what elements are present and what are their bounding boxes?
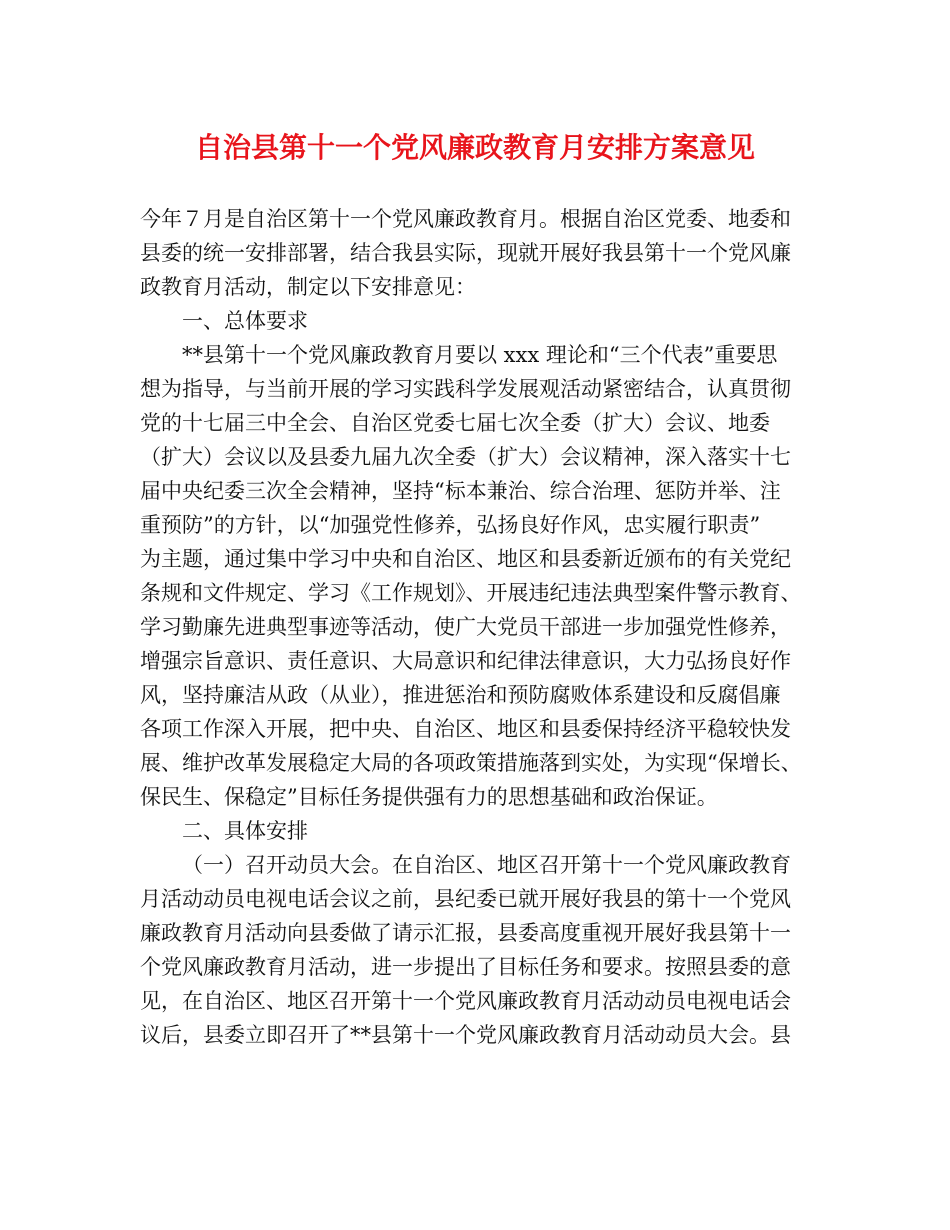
body-line: 廉政教育月活动向县委做了请示汇报，县委高度重视开展好我县第十一: [140, 921, 791, 945]
body-line: 党的十七届三中全会、自治区党委七届七次全委（扩大）会议、地委: [140, 411, 770, 435]
body-line: 议后，县委立即召开了**县第十一个党风廉政教育月活动动员大会。县: [140, 1023, 791, 1047]
body-line: 条规和文件规定、学习《工作规划》、开展违纪违法典型案件警示教育、: [140, 581, 802, 605]
document-title: 自治县第十一个党风廉政教育月安排方案意见: [194, 131, 755, 164]
body-line: 今年７月是自治区第十一个党风廉政教育月。根据自治区党委、地委和: [140, 207, 791, 231]
body-line: **县第十一个党风廉政教育月要以 xxx 理论和“三个代表”重要思: [182, 343, 778, 367]
body-line: 见，在自治区、地区召开第十一个党风廉政教育月活动动员电视电话会: [140, 989, 791, 1013]
body-line: 展、维护改革发展稳定大局的各项政策措施落到实处，为实现“保增长、: [140, 751, 802, 775]
body-line: 个党风廉政教育月活动，进一步提出了目标任务和要求。按照县委的意: [140, 955, 791, 979]
section-heading-specific-arrangements: 二、具体安排: [182, 819, 308, 843]
body-line: 各项工作深入开展，把中央、自治区、地区和县委保持经济平稳较快发: [140, 717, 791, 741]
body-line: 重预防”的方针，以“加强党性修养，弘扬良好作风，忠实履行职责”: [140, 513, 761, 537]
body-line: 月活动动员电视电话会议之前，县纪委已就开展好我县的第十一个党风: [140, 887, 791, 911]
body-line: 风，坚持廉洁从政（从业），推进惩治和预防腐败体系建设和反腐倡廉: [140, 683, 781, 707]
body-line: 保民生、保稳定”目标任务提供强有力的思想基础和政治保证。: [140, 785, 718, 809]
body-line: 为主题，通过集中学习中央和自治区、地区和县委新近颁布的有关党纪: [140, 547, 791, 571]
body-line: （扩大）会议以及县委九届九次全委（扩大）会议精神，深入落实十七: [140, 445, 791, 469]
body-line: 政教育月活动，制定以下安排意见：: [140, 275, 476, 299]
body-line: 届中央纪委三次全会精神，坚持“标本兼治、综合治理、惩防并举、注: [140, 479, 781, 503]
body-line: 增强宗旨意识、责任意识、大局意识和纪律法律意识，大力弘扬良好作: [140, 649, 791, 673]
section-heading-general-requirements: 一、总体要求: [182, 309, 308, 333]
body-line: 学习勤廉先进典型事迹等活动，使广大党员干部进一步加强党性修养，: [140, 615, 791, 639]
body-line: （一）召开动员大会。在自治区、地区召开第十一个党风廉政教育: [182, 853, 791, 877]
body-line: 想为指导，与当前开展的学习实践科学发展观活动紧密结合，认真贯彻: [140, 377, 791, 401]
body-line: 县委的统一安排部署，结合我县实际，现就开展好我县第十一个党风廉: [140, 241, 791, 265]
